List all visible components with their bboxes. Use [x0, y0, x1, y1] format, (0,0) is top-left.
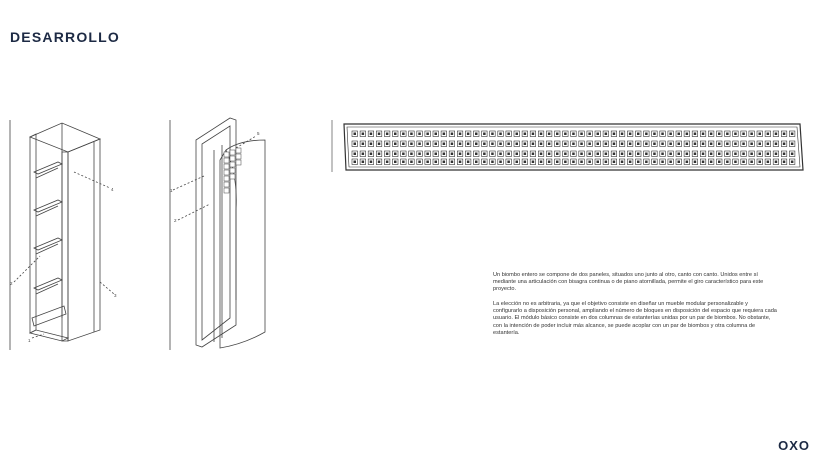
pattern-cell-dot	[694, 143, 697, 146]
pattern-cell-dot	[572, 153, 575, 156]
pattern-cell-dot	[759, 143, 762, 146]
pattern-cell-dot	[548, 161, 551, 164]
pattern-cell-dot	[718, 143, 721, 146]
pattern-cell-dot	[645, 133, 648, 136]
pattern-cell-dot	[694, 153, 697, 156]
pattern-cell-dot	[645, 143, 648, 146]
pattern-cell-dot	[548, 143, 551, 146]
pattern-cell-dot	[443, 161, 446, 164]
pattern-cell-dot	[540, 143, 543, 146]
pattern-cell-dot	[759, 161, 762, 164]
pattern-cell-dot	[451, 161, 454, 164]
pattern-cell-dot	[653, 161, 656, 164]
pattern-cell-dot	[394, 161, 397, 164]
pattern-cell-dot	[734, 143, 737, 146]
pattern-cell-dot	[597, 161, 600, 164]
pattern-cell-dot	[467, 153, 470, 156]
pattern-cell-dot	[483, 161, 486, 164]
pattern-cell-dot	[499, 143, 502, 146]
pattern-cell-dot	[605, 153, 608, 156]
pattern-cell-dot	[621, 133, 624, 136]
pattern-cell-dot	[742, 161, 745, 164]
pattern-cell-dot	[386, 133, 389, 136]
pattern-cell-dot	[718, 153, 721, 156]
pattern-cell-dot	[661, 143, 664, 146]
pattern-cell-dot	[459, 161, 462, 164]
pattern-cell-dot	[661, 153, 664, 156]
pattern-cell-dot	[710, 161, 713, 164]
pattern-cell-dot	[694, 161, 697, 164]
pattern-cell-dot	[718, 161, 721, 164]
pattern-cell-dot	[386, 153, 389, 156]
pattern-cell-dot	[378, 133, 381, 136]
pattern-cell-dot	[702, 161, 705, 164]
pattern-cell-dot	[588, 133, 591, 136]
pattern-cell-dot	[443, 153, 446, 156]
pattern-cell-dot	[483, 143, 486, 146]
pattern-cell-dot	[402, 161, 405, 164]
pattern-cell-dot	[354, 161, 357, 164]
pattern-cell-dot	[402, 133, 405, 136]
pattern-cell-dot	[775, 153, 778, 156]
pattern-cell-dot	[491, 161, 494, 164]
pattern-cell-dot	[621, 161, 624, 164]
pattern-cell-dot	[702, 153, 705, 156]
pattern-cell-dot	[580, 143, 583, 146]
panel-callout-1: 1	[170, 188, 173, 193]
pattern-cell-dot	[669, 143, 672, 146]
pattern-cell-dot	[597, 143, 600, 146]
pattern-cell-dot	[540, 161, 543, 164]
pattern-cell-dot	[564, 161, 567, 164]
pattern-cell-dot	[767, 161, 770, 164]
pattern-cell-dot	[750, 143, 753, 146]
pattern-cell-dot	[378, 153, 381, 156]
pattern-cell-dot	[394, 133, 397, 136]
pattern-cell-dot	[386, 143, 389, 146]
pattern-cell-dot	[556, 153, 559, 156]
pattern-cell-dot	[742, 153, 745, 156]
pattern-cell-dot	[588, 143, 591, 146]
pattern-cell-dot	[767, 143, 770, 146]
pattern-cell-dot	[718, 133, 721, 136]
pattern-cell-dot	[580, 161, 583, 164]
pattern-cell-dot	[669, 153, 672, 156]
pattern-cell-dot	[783, 153, 786, 156]
pattern-cell-dot	[386, 161, 389, 164]
panel-drawing	[170, 118, 265, 350]
pattern-cell-dot	[516, 143, 519, 146]
shelf-callout-2: 2	[10, 281, 13, 286]
pattern-cell-dot	[507, 143, 510, 146]
pattern-cell-dot	[499, 153, 502, 156]
pattern-cell-dot	[435, 133, 438, 136]
pattern-cell-dot	[354, 133, 357, 136]
pattern-cell-dot	[507, 133, 510, 136]
pattern-cell-dot	[694, 133, 697, 136]
pattern-cell-dot	[767, 133, 770, 136]
pattern-cell-dot	[516, 161, 519, 164]
pattern-cell-dot	[402, 143, 405, 146]
shelf-callout-1: 1	[28, 338, 31, 343]
pattern-cell-dot	[572, 143, 575, 146]
pattern-cell-dot	[475, 153, 478, 156]
pattern-cell-dot	[637, 161, 640, 164]
pattern-cell-dot	[653, 133, 656, 136]
pattern-cell-dot	[370, 133, 373, 136]
pattern-cell-dot	[491, 133, 494, 136]
pattern-cell-dot	[783, 161, 786, 164]
pattern-cell-dot	[734, 153, 737, 156]
pattern-cell-dot	[410, 153, 413, 156]
pattern-cell-dot	[426, 161, 429, 164]
pattern-cell-dot	[726, 133, 729, 136]
pattern-cell-dot	[750, 161, 753, 164]
pattern-cell-dot	[475, 133, 478, 136]
pattern-cell-dot	[378, 161, 381, 164]
pattern-cell-dot	[394, 143, 397, 146]
pattern-cell-dot	[467, 143, 470, 146]
pattern-cell-dot	[402, 153, 405, 156]
pattern-cell-dot	[524, 133, 527, 136]
pattern-cell-dot	[362, 161, 365, 164]
pattern-cell-dot	[742, 143, 745, 146]
pattern-cell-dot	[516, 133, 519, 136]
pattern-cell-dot	[435, 161, 438, 164]
pattern-cell-dot	[791, 143, 794, 146]
pattern-cell-dot	[686, 143, 689, 146]
pattern-cell-dot	[443, 143, 446, 146]
pattern-cell-dot	[459, 133, 462, 136]
panel-callout-5: 5	[257, 131, 260, 136]
pattern-cell-dot	[686, 133, 689, 136]
pattern-cell-dot	[418, 143, 421, 146]
pattern-cell-dot	[426, 133, 429, 136]
pattern-cell-dot	[678, 161, 681, 164]
pattern-cell-dot	[491, 153, 494, 156]
pattern-cell-dot	[556, 133, 559, 136]
pattern-cell-dot	[443, 133, 446, 136]
pattern-cell-dot	[451, 153, 454, 156]
pattern-cell-dot	[394, 153, 397, 156]
pattern-cell-dot	[532, 133, 535, 136]
pattern-cell-dot	[354, 153, 357, 156]
panel-texture	[224, 148, 241, 193]
pattern-cell-dot	[499, 133, 502, 136]
description-paragraph-1: Un biombo entero se compone de dos paneles, situados uno junto al otro, canto con canto. Unidos entre sí mediante una articulación con bisagra continua o de piano atornillada, permite el giro característico para este proyecto.	[493, 272, 764, 293]
pattern-cell-dot	[467, 161, 470, 164]
pattern-cell-dot	[686, 153, 689, 156]
pattern-cell-dot	[548, 153, 551, 156]
pattern-cell-dot	[629, 161, 632, 164]
pattern-cell-dot	[783, 133, 786, 136]
top-view-pattern	[344, 124, 803, 170]
pattern-cell-dot	[669, 133, 672, 136]
pattern-cell-dot	[564, 153, 567, 156]
pattern-cell-dot	[710, 153, 713, 156]
pattern-cell-dot	[426, 143, 429, 146]
pattern-cell-dot	[572, 133, 575, 136]
pattern-cell-dot	[678, 143, 681, 146]
panel-callout-2: 2	[174, 218, 177, 223]
pattern-cell-dot	[597, 133, 600, 136]
pattern-cell-dot	[564, 143, 567, 146]
description-paragraph-2: La elección no es arbitraria, ya que el objetivo consiste en diseñar un mueble modular personalizable y configurarlo a disposición personal, ampliando el número de bloques en disposición del espacio que requiera cada usuario. El módulo básico consiste en dos columnas de estanterías unidas por un par de biombos. No obstante, con la intención de poder incluir más alcance, se puede acoplar con un par de biombos y otra columna de estantería.	[493, 301, 777, 336]
pattern-cell-dot	[507, 161, 510, 164]
pattern-cell-dot	[791, 153, 794, 156]
pattern-cell-dot	[483, 153, 486, 156]
pattern-cell-dot	[734, 133, 737, 136]
pattern-cell-dot	[750, 153, 753, 156]
pattern-cell-dot	[475, 161, 478, 164]
pattern-cell-dot	[418, 153, 421, 156]
pattern-cell-dot	[532, 153, 535, 156]
pattern-cell-dot	[532, 161, 535, 164]
pattern-cell-dot	[645, 153, 648, 156]
pattern-cell-dot	[605, 143, 608, 146]
pattern-cell-dot	[524, 153, 527, 156]
pattern-cell-dot	[540, 153, 543, 156]
pattern-cell-dot	[678, 153, 681, 156]
pattern-cell-dot	[742, 133, 745, 136]
pattern-cell-dot	[621, 153, 624, 156]
pattern-cell-dot	[597, 153, 600, 156]
shelf-drawing	[10, 120, 114, 350]
pattern-cell-dot	[613, 161, 616, 164]
pattern-cell-dot	[605, 133, 608, 136]
pattern-cell-dot	[613, 153, 616, 156]
pattern-cell-dot	[710, 133, 713, 136]
pattern-cell-dot	[775, 133, 778, 136]
pattern-cell-dot	[435, 143, 438, 146]
pattern-cell-dot	[410, 161, 413, 164]
pattern-cell-dot	[791, 161, 794, 164]
pattern-cell-dot	[629, 153, 632, 156]
pattern-cell-dot	[540, 133, 543, 136]
pattern-cell-dot	[661, 161, 664, 164]
pattern-cell-dot	[410, 133, 413, 136]
pattern-cell-dot	[613, 133, 616, 136]
pattern-cell-dot	[783, 143, 786, 146]
pattern-cell-dot	[588, 161, 591, 164]
pattern-cell-dot	[483, 133, 486, 136]
pattern-cell-dot	[556, 143, 559, 146]
pattern-cell-dot	[362, 153, 365, 156]
pattern-cell-dot	[451, 143, 454, 146]
pattern-cell-dot	[524, 161, 527, 164]
pattern-cell-dot	[524, 143, 527, 146]
pattern-cell-dot	[629, 133, 632, 136]
pattern-cell-dot	[370, 153, 373, 156]
pattern-cell-dot	[605, 161, 608, 164]
pattern-cell-dot	[750, 133, 753, 136]
description	[493, 272, 778, 345]
pattern-cell-dot	[759, 153, 762, 156]
pattern-cell-dot	[669, 161, 672, 164]
pattern-cell-dot	[775, 161, 778, 164]
pattern-cell-dot	[548, 133, 551, 136]
pattern-cell-dot	[653, 143, 656, 146]
pattern-cell-dot	[459, 143, 462, 146]
pattern-cell-dot	[726, 153, 729, 156]
pattern-cell-dot	[661, 133, 664, 136]
pattern-cell-dot	[726, 143, 729, 146]
pattern-cell-dot	[418, 133, 421, 136]
pattern-cell-dot	[410, 143, 413, 146]
pattern-cell-dot	[491, 143, 494, 146]
pattern-cell-dot	[726, 161, 729, 164]
pattern-cell-dot	[580, 133, 583, 136]
pattern-cell-dot	[475, 143, 478, 146]
pattern-cell-dot	[767, 153, 770, 156]
brand-logo: OXO	[778, 438, 810, 453]
pattern-cell-dot	[532, 143, 535, 146]
page-title: DESARROLLO	[10, 29, 120, 45]
pattern-cell-dot	[354, 143, 357, 146]
pattern-cell-dot	[637, 153, 640, 156]
pattern-cell-dot	[637, 133, 640, 136]
pattern-cell-dot	[516, 153, 519, 156]
pattern-cell-dot	[686, 161, 689, 164]
pattern-cell-dot	[499, 161, 502, 164]
shelf-callout-3: 3	[114, 293, 117, 298]
pattern-cell-dot	[467, 133, 470, 136]
pattern-cell-dot	[702, 133, 705, 136]
pattern-cell-dot	[613, 143, 616, 146]
pattern-cell-dot	[435, 153, 438, 156]
pattern-cell-dot	[775, 143, 778, 146]
pattern-cell-dot	[653, 153, 656, 156]
pattern-cell-dot	[678, 133, 681, 136]
pattern-cell-dot	[362, 143, 365, 146]
pattern-cell-dot	[588, 153, 591, 156]
pattern-cell-dot	[734, 161, 737, 164]
pattern-cell-dot	[621, 143, 624, 146]
pattern-cell-dot	[710, 143, 713, 146]
pattern-cell-dot	[791, 133, 794, 136]
pattern-cell-dot	[451, 133, 454, 136]
pattern-cell-dot	[556, 161, 559, 164]
pattern-cell-dot	[564, 133, 567, 136]
pattern-cell-dot	[702, 143, 705, 146]
pattern-cell-dot	[459, 153, 462, 156]
pattern-cell-dot	[418, 161, 421, 164]
pattern-cell-dot	[370, 161, 373, 164]
pattern-cell-dot	[637, 143, 640, 146]
pattern-cell-dot	[629, 143, 632, 146]
pattern-cell-dot	[759, 133, 762, 136]
pattern-cell-dot	[426, 153, 429, 156]
pattern-cell-dot	[572, 161, 575, 164]
pattern-cell-dot	[580, 153, 583, 156]
shelf-callout-4: 4	[111, 187, 114, 192]
pattern-cell-dot	[370, 143, 373, 146]
pattern-cell-dot	[362, 133, 365, 136]
pattern-cell-dot	[378, 143, 381, 146]
pattern-cell-dot	[645, 161, 648, 164]
pattern-cell-dot	[507, 153, 510, 156]
